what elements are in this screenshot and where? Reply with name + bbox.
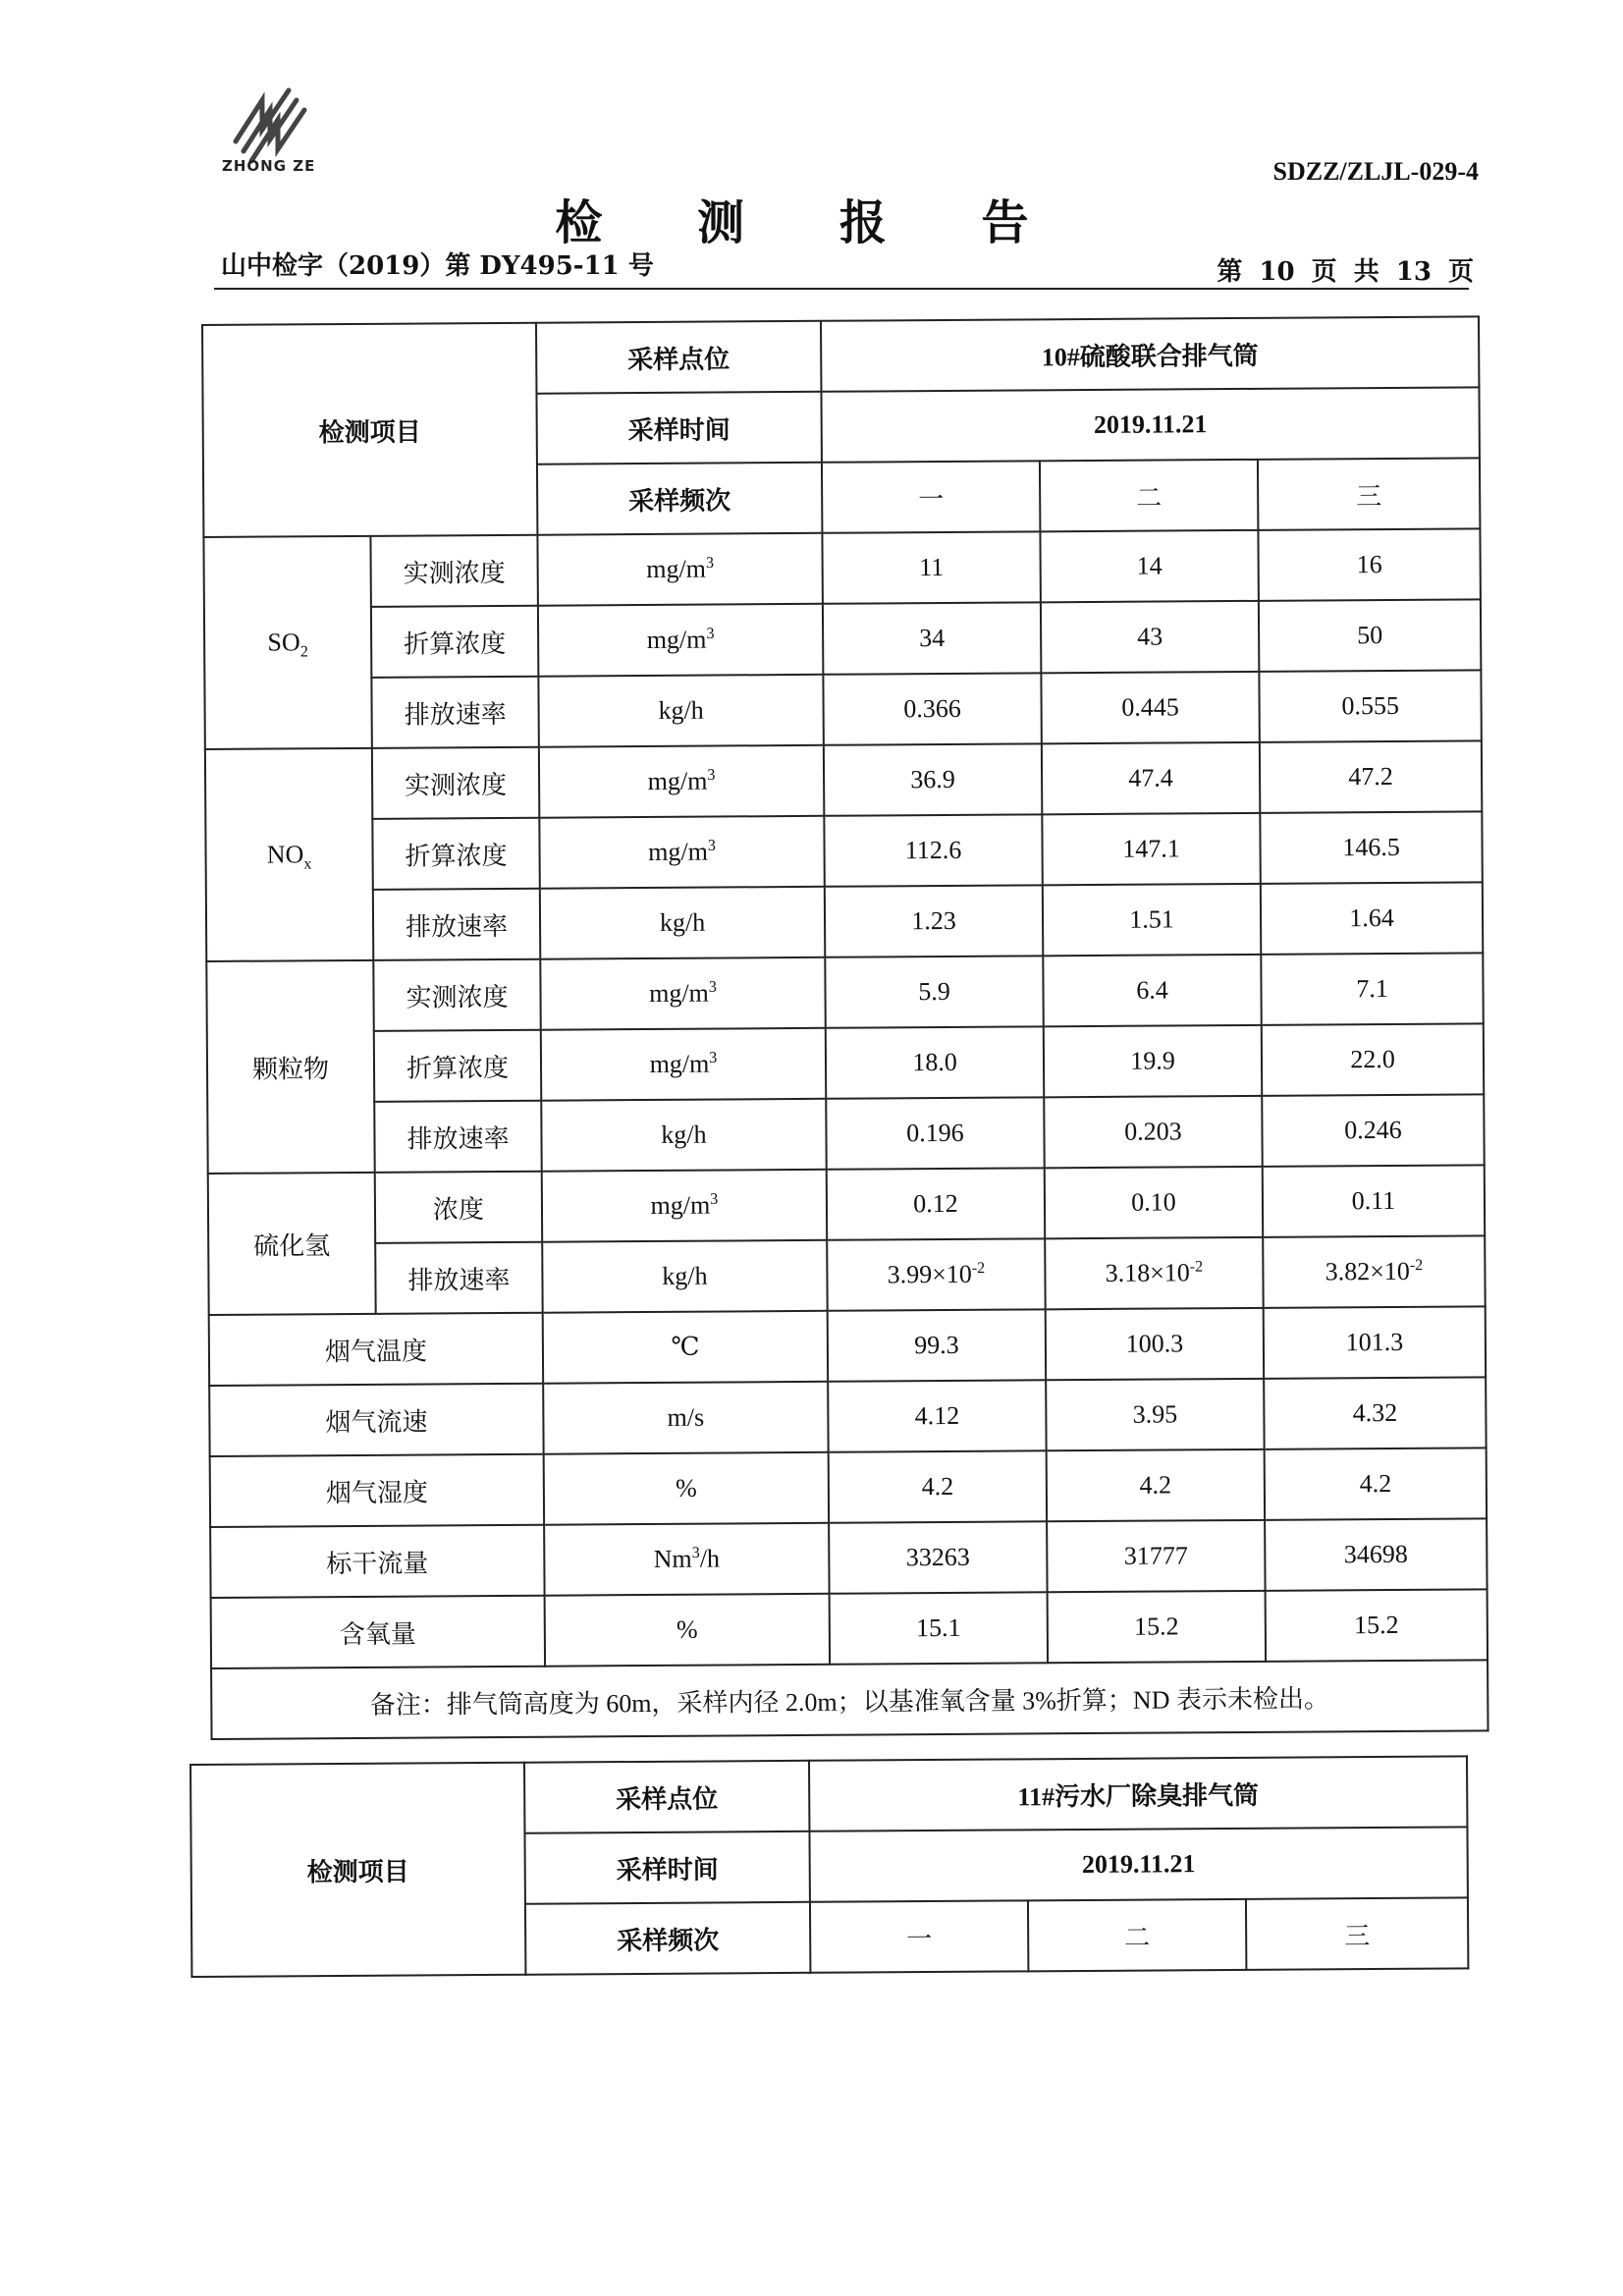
- h2s-label: 硫化氢: [208, 1173, 376, 1315]
- value-cell: 14: [1040, 530, 1258, 602]
- value-cell: 1.64: [1261, 882, 1484, 954]
- param-label: 含氧量: [211, 1596, 545, 1668]
- value-cell: 6.4: [1043, 955, 1261, 1026]
- metric-label: 实测浓度: [373, 959, 540, 1031]
- sampling-time-value: 2019.11.21: [821, 387, 1479, 462]
- value-cell: 4.2: [1265, 1448, 1488, 1519]
- so2-label: $SO_2$: [203, 536, 371, 749]
- value-cell: 34698: [1265, 1518, 1488, 1590]
- value-cell: 4.2: [1047, 1449, 1265, 1521]
- param-label: 烟气湿度: [210, 1454, 544, 1527]
- value-cell: 0.10: [1045, 1167, 1263, 1238]
- value-cell: 43: [1041, 601, 1259, 673]
- report-number: 山中检字（2019）第 DY495-11 号: [221, 251, 654, 281]
- metric-label: 折算浓度: [372, 818, 539, 890]
- nox-label: $NO_x$: [205, 748, 373, 961]
- value-cell: 7.1: [1261, 953, 1484, 1024]
- results-table-11: [189, 1755, 1469, 1978]
- frequency-3: 三: [1258, 458, 1481, 529]
- unit-cell: $mg/m^3$: [537, 533, 822, 606]
- value-cell: 0.12: [827, 1168, 1045, 1239]
- unit-cell: $mg/m^3$: [539, 816, 824, 889]
- value-cell: 4.32: [1264, 1377, 1487, 1449]
- particulate-label: 颗粒物: [206, 960, 374, 1174]
- unit-cell: m/s: [543, 1382, 828, 1454]
- unit-cell: kg/h: [538, 675, 823, 747]
- page-info: 第 10 页 共 13 页: [1217, 257, 1474, 287]
- value-cell: 34: [823, 602, 1041, 674]
- unit-cell: $mg/m^3$: [538, 604, 823, 677]
- sampling-point-label: 采样点位: [524, 1761, 809, 1833]
- value-cell: 0.203: [1044, 1096, 1262, 1168]
- value-cell: 0.246: [1262, 1094, 1485, 1166]
- sampling-time-label: 采样时间: [524, 1831, 809, 1904]
- value-cell: 1.23: [825, 885, 1043, 957]
- metric-label: 实测浓度: [370, 535, 537, 607]
- remarks-note: 备注：排气筒高度为 60m，采样内径 2.0m；以基准氧含量 3%折算；ND 表示未检出。: [211, 1660, 1488, 1739]
- value-cell: 22.0: [1262, 1023, 1485, 1095]
- metric-label: 实测浓度: [372, 747, 539, 819]
- param-label: 烟气温度: [209, 1313, 543, 1386]
- unit-cell: kg/h: [542, 1240, 827, 1313]
- frequency-2: 二: [1040, 460, 1258, 531]
- value-cell: 18.0: [826, 1026, 1044, 1098]
- value-cell: 0.445: [1041, 672, 1259, 743]
- item-header: 检测项目: [202, 323, 537, 537]
- unit-cell: %: [545, 1594, 830, 1667]
- value-cell: 4.12: [828, 1380, 1046, 1451]
- value-cell: 99.3: [828, 1309, 1046, 1381]
- value-cell: $3.82\times 10^{-2}$: [1263, 1235, 1486, 1307]
- value-cell: 0.11: [1263, 1165, 1486, 1236]
- unit-cell: $mg/m^3$: [540, 957, 825, 1030]
- unit-cell: $mg/m^3$: [542, 1170, 827, 1242]
- header-rule: [214, 288, 1469, 290]
- metric-label: 折算浓度: [371, 606, 538, 678]
- value-cell: 4.2: [829, 1450, 1047, 1522]
- item-header: 检测项目: [190, 1763, 525, 1977]
- param-label: 标干流量: [210, 1525, 544, 1598]
- unit-cell: kg/h: [541, 1099, 826, 1172]
- unit-cell: $mg/m^3$: [539, 745, 824, 818]
- value-cell: 15.2: [1048, 1591, 1266, 1663]
- sampling-time-value: 2019.11.21: [809, 1827, 1467, 1901]
- sampling-point-label: 采样点位: [536, 321, 821, 394]
- sampling-frequency-label: 采样频次: [525, 1902, 810, 1975]
- value-cell: 0.555: [1259, 670, 1482, 741]
- unit-cell: Nm$^3$/h: [544, 1523, 829, 1596]
- report-title: 检 测 报 告: [555, 195, 1068, 250]
- value-cell: 47.2: [1260, 740, 1483, 812]
- value-cell: 11: [822, 531, 1040, 603]
- metric-label: 排放速率: [371, 677, 538, 748]
- metric-label: 排放速率: [373, 889, 540, 960]
- value-cell: $3.99\times 10^{-2}$: [827, 1238, 1045, 1310]
- value-cell: 147.1: [1042, 813, 1260, 885]
- unit-cell: $mg/m^3$: [541, 1028, 826, 1101]
- value-cell: 100.3: [1046, 1308, 1264, 1380]
- sampling-frequency-label: 采样频次: [537, 463, 822, 535]
- value-cell: 112.6: [824, 814, 1042, 886]
- value-cell: 16: [1258, 528, 1481, 600]
- value-cell: 1.51: [1043, 884, 1261, 956]
- value-cell: 47.4: [1042, 742, 1260, 814]
- metric-label: 浓度: [375, 1172, 542, 1243]
- value-cell: 15.1: [830, 1592, 1048, 1664]
- value-cell: 19.9: [1044, 1025, 1262, 1097]
- metric-label: 排放速率: [374, 1101, 541, 1173]
- document-code: SDZZ/ZLJL-029-4: [1272, 157, 1479, 186]
- logo-text: ZHONG ZE: [222, 157, 316, 175]
- value-cell: 5.9: [825, 956, 1043, 1027]
- frequency-2: 二: [1028, 1899, 1246, 1971]
- value-cell: 15.2: [1266, 1589, 1488, 1661]
- sampling-point-value: 10#硫酸联合排气筒: [821, 316, 1479, 391]
- metric-label: 排放速率: [375, 1242, 542, 1314]
- value-cell: $3.18\times 10^{-2}$: [1045, 1237, 1263, 1309]
- param-label: 烟气流速: [209, 1384, 543, 1456]
- value-cell: 3.95: [1046, 1379, 1264, 1450]
- unit-cell: ℃: [543, 1311, 828, 1384]
- results-table-10: [201, 315, 1489, 1740]
- value-cell: 0.196: [826, 1097, 1044, 1169]
- sampling-time-label: 采样时间: [536, 392, 821, 465]
- value-cell: 33263: [829, 1521, 1047, 1593]
- frequency-1: 一: [810, 1900, 1028, 1972]
- value-cell: 50: [1259, 599, 1482, 671]
- value-cell: 146.5: [1260, 811, 1483, 883]
- unit-cell: %: [544, 1452, 829, 1525]
- frequency-1: 一: [822, 461, 1040, 532]
- value-cell: 31777: [1047, 1520, 1265, 1592]
- sampling-point-value: 11#污水厂除臭排气筒: [809, 1756, 1467, 1831]
- value-cell: 101.3: [1264, 1306, 1487, 1378]
- frequency-3: 三: [1246, 1897, 1469, 1969]
- value-cell: 36.9: [824, 743, 1042, 815]
- unit-cell: kg/h: [540, 887, 825, 959]
- value-cell: 0.366: [823, 673, 1041, 744]
- metric-label: 折算浓度: [374, 1030, 541, 1102]
